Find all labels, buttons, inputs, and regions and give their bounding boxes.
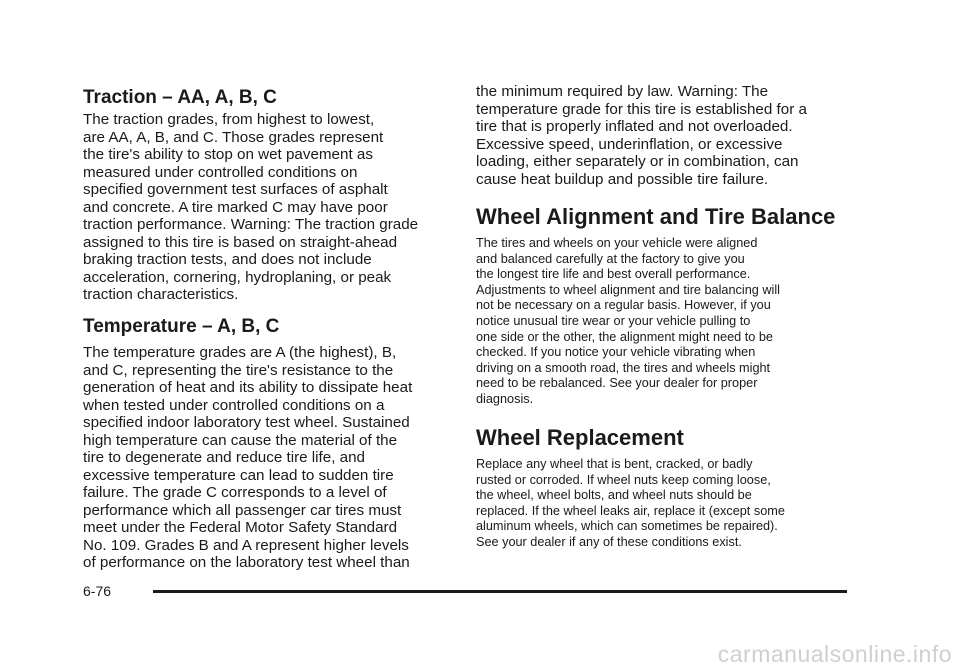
temperature-heading: Temperature – A, B, C <box>83 316 280 337</box>
footer-divider <box>153 590 847 593</box>
traction-body: The traction grades, from highest to lowest, are AA, A, B, and C. Those grades represent the tire's ability to stop on wet pavement as measured under controlled conditions on specified government test surfaces of asphalt and concrete. A tire marked C may have poor traction performance. Warning: The traction grade assigned to this tire is based on straight-ahead braking traction tests, and does not include acceleration, cornering, hydroplaning, or peak traction characteristics. <box>83 111 419 303</box>
wheel-replacement-heading: Wheel Replacement <box>476 425 684 450</box>
temperature-body: The temperature grades are A (the highest), B, and C, representing the tire's resistance to the generation of heat and its ability to dissipate heat when tested under controlled conditions on a specified indoor laboratory test wheel. Sustained high temperature can cause the material of the tire to degenerate and reduce tire life, and excessive temperature can lead to sudden tire failure. The grade C corresponds to a level of performance which all passenger car tires must meet under the Federal Motor Safety Standard No. 109. Grades B and A represent higher levels of performance on the laboratory test wheel than <box>83 344 413 571</box>
temperature-continuation: the minimum required by law. Warning: The temperature grade for this tire is established for a tire that is properly inflated and not overloaded. Excessive speed, underinflation, or excessive loading, either separately or in combination, can cause heat buildup and possible tire failure. <box>476 83 807 188</box>
traction-heading: Traction – AA, A, B, C <box>83 87 277 108</box>
wheel-replacement-body: Replace any wheel that is bent, cracked, or badly rusted or corroded. If wheel nuts keep coming loose, the wheel, wheel bolts, and wheel nuts should be replaced. If the wheel leaks air, replace it (except some aluminum wheels, which can sometimes be repaired). See your dealer if any of these conditions exist. <box>476 457 785 549</box>
wheel-alignment-heading: Wheel Alignment and Tire Balance <box>476 204 836 229</box>
wheel-alignment-body: The tires and wheels on your vehicle were aligned and balanced carefully at the factory to give you the longest tire life and best overall performance. Adjustments to wheel alignment and tire balancing will not be necessary on a regular basis. However, if you notice unusual tire wear or your vehicle pulling to one side or the other, the alignment might need to be checked. If you notice your vehicle vibrating when driving on a smooth road, the tires and wheels might need to be rebalanced. See your dealer for proper diagnosis. <box>476 236 780 406</box>
watermark: carmanualsonline.info <box>717 641 952 667</box>
page-number: 6-76 <box>83 583 112 599</box>
